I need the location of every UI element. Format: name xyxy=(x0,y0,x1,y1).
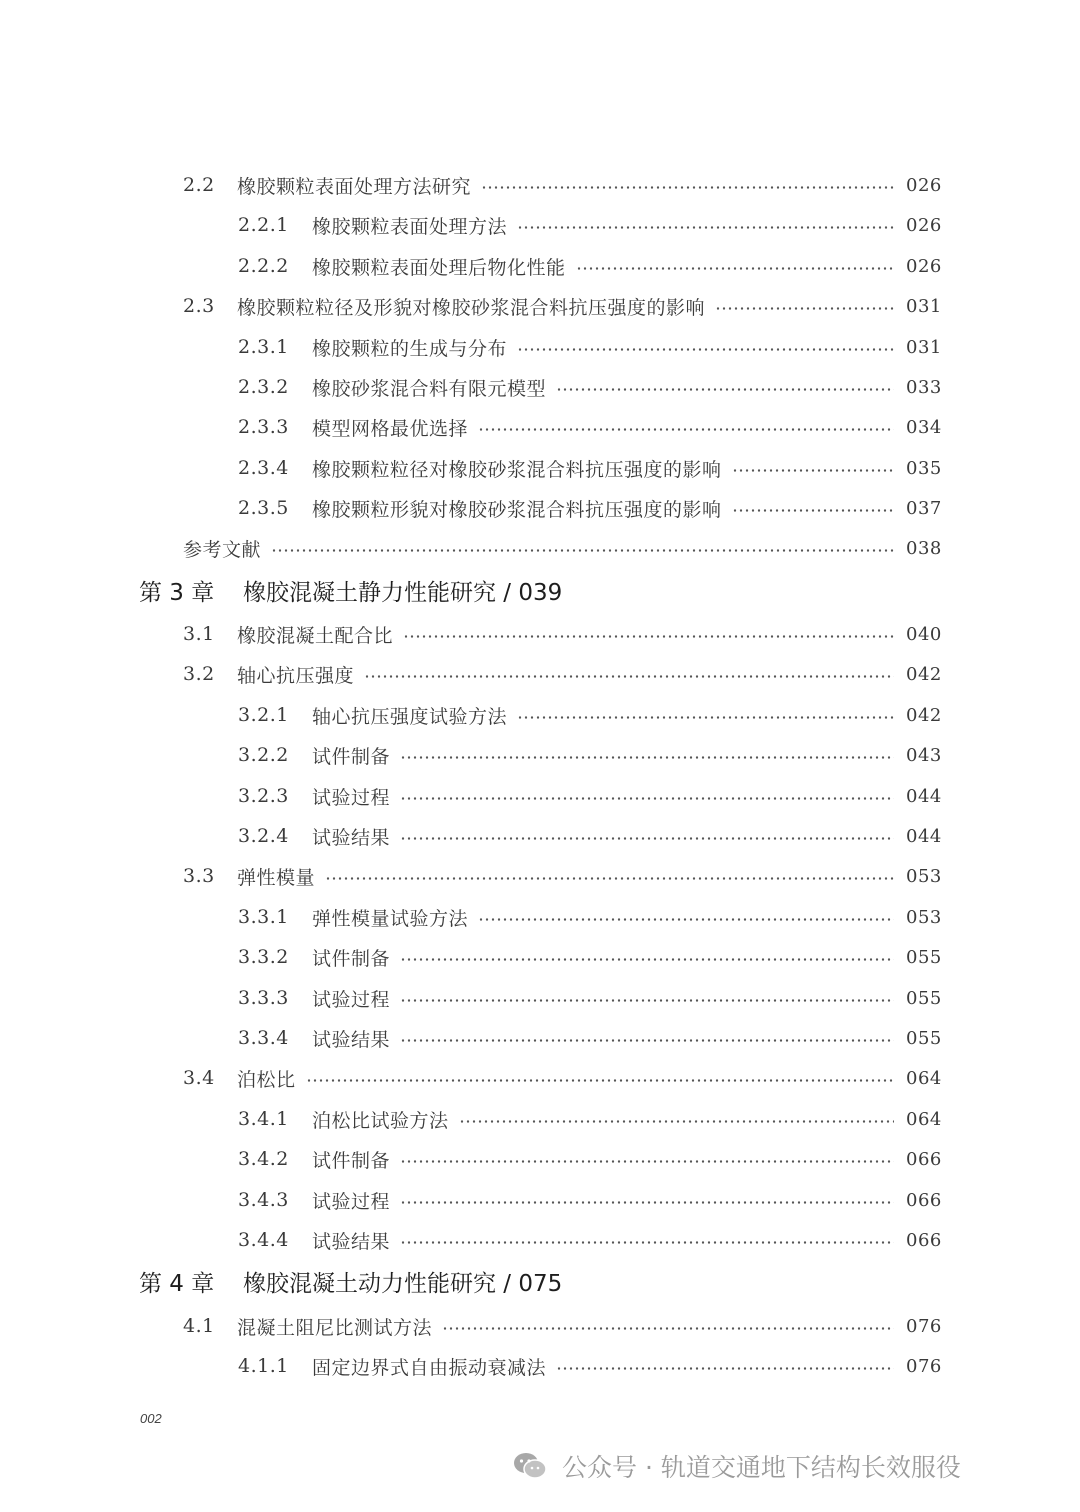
toc-entry-page: 037 xyxy=(906,497,942,519)
chapter-number: 第 3 章 xyxy=(139,579,215,606)
toc-entry-page: 055 xyxy=(906,1027,942,1049)
toc-subsection-entry[interactable] xyxy=(0,942,1080,972)
dot-leader xyxy=(325,877,894,880)
toc-section-entry[interactable] xyxy=(0,861,1080,891)
toc-subsection-entry[interactable] xyxy=(0,372,1080,402)
toc-entry-page: 026 xyxy=(906,255,942,277)
wechat-icon xyxy=(512,1451,548,1481)
toc-entry-title: 橡胶砂浆混合料有限元模型 xyxy=(312,377,547,400)
toc-entry-page: 044 xyxy=(906,785,942,807)
toc-entry-page: 053 xyxy=(906,865,942,887)
toc-entry-page: 064 xyxy=(906,1108,942,1130)
toc-entry-page: 053 xyxy=(906,906,942,928)
toc-entry-page: 040 xyxy=(906,623,942,645)
toc-subsection-entry[interactable] xyxy=(0,1185,1080,1215)
toc-entry-number: 3.1 xyxy=(183,623,215,645)
dot-leader xyxy=(732,509,894,512)
toc-entry-number: 3.2.2 xyxy=(238,744,289,766)
toc-subsection-entry[interactable] xyxy=(0,821,1080,851)
toc-entry-number: 2.2 xyxy=(183,174,215,196)
toc-entry-title: 试验结果 xyxy=(312,826,391,849)
watermark xyxy=(512,1446,961,1486)
toc-entry-page: 055 xyxy=(906,946,942,968)
toc-entry-number: 2.3.2 xyxy=(238,376,289,398)
toc-section-entry[interactable] xyxy=(0,619,1080,649)
dot-leader xyxy=(517,716,894,719)
toc-subsection-entry[interactable] xyxy=(0,983,1080,1013)
toc-entry-page: 066 xyxy=(906,1189,942,1211)
toc-entry-number: 3.2.4 xyxy=(238,825,289,847)
dot-leader xyxy=(732,469,894,472)
toc-entry-number: 3.3.1 xyxy=(238,906,289,928)
toc-entry-number: 3.3.2 xyxy=(238,946,289,968)
toc-entry-number: 3.2.1 xyxy=(238,704,289,726)
toc-entry-title: 橡胶颗粒粒径及形貌对橡胶砂浆混合料抗压强度的影响 xyxy=(237,296,706,319)
toc-entry-number: 2.3.1 xyxy=(238,336,289,358)
toc-subsection-entry[interactable] xyxy=(0,740,1080,770)
toc-entry-number: 3.3.4 xyxy=(238,1027,289,1049)
toc-subsection-entry[interactable] xyxy=(0,1144,1080,1174)
toc-entry-number: 2.3.4 xyxy=(238,457,289,479)
toc-entry-title: 模型网格最优选择 xyxy=(312,417,469,440)
toc-entry-page: 076 xyxy=(906,1315,942,1337)
dot-leader xyxy=(403,635,894,638)
toc-subsection-entry[interactable] xyxy=(0,210,1080,240)
toc-entry-page: 055 xyxy=(906,987,942,1009)
toc-entry-page: 031 xyxy=(906,336,942,358)
dot-leader xyxy=(400,999,894,1002)
toc-entry-title: 混凝土阻尼比测试方法 xyxy=(237,1316,433,1339)
toc-entry-page: 042 xyxy=(906,704,942,726)
dot-leader xyxy=(715,307,894,310)
toc-entry-number: 2.3.5 xyxy=(238,497,289,519)
chapter-title: 橡胶混凝土动力性能研究 / 075 xyxy=(243,1270,563,1297)
dot-leader xyxy=(576,267,894,270)
toc-entry-title: 固定边界式自由振动衰减法 xyxy=(312,1356,547,1379)
toc-entry-title: 试验结果 xyxy=(312,1230,391,1253)
toc-subsection-entry[interactable] xyxy=(0,700,1080,730)
toc-entry-number: 3.4.3 xyxy=(238,1189,289,1211)
toc-entry-title: 弹性模量试验方法 xyxy=(312,907,469,930)
toc-entry-number: 2.2.2 xyxy=(238,255,289,277)
toc-entry-page: 035 xyxy=(906,457,942,479)
toc-entry-title: 参考文献 xyxy=(183,538,262,561)
toc-entry-page: 038 xyxy=(906,537,942,559)
toc-entry-number: 3.3 xyxy=(183,865,215,887)
toc-subsection-entry[interactable] xyxy=(0,902,1080,932)
toc-entry-title: 弹性模量 xyxy=(237,866,316,889)
dot-leader xyxy=(400,1160,894,1163)
toc-entry-title: 试验结果 xyxy=(312,1028,391,1051)
toc-entry-title: 试件制备 xyxy=(312,745,391,768)
watermark-text: 公众号 · 轨道交通地下结构长效服役 xyxy=(562,1453,961,1482)
dot-leader xyxy=(556,388,894,391)
toc-entry-title: 橡胶颗粒的生成与分布 xyxy=(312,337,508,360)
toc-entry-page: 033 xyxy=(906,376,942,398)
toc-entry-page: 026 xyxy=(906,174,942,196)
toc-entry-number: 2.2.1 xyxy=(238,214,289,236)
toc-entry-page: 066 xyxy=(906,1148,942,1170)
toc-entry-title: 泊松比 xyxy=(237,1068,296,1091)
toc-entry-page: 031 xyxy=(906,295,942,317)
toc-references-entry[interactable] xyxy=(0,533,1080,563)
dot-leader xyxy=(478,428,894,431)
dot-leader xyxy=(306,1079,894,1082)
toc-entry-title: 橡胶颗粒表面处理后物化性能 xyxy=(312,256,566,279)
dot-leader xyxy=(478,918,894,921)
dot-leader xyxy=(400,797,894,800)
dot-leader xyxy=(517,226,894,229)
toc-section-entry[interactable] xyxy=(0,1063,1080,1093)
toc-entry-number: 4.1 xyxy=(183,1315,215,1337)
toc-entry-page: 066 xyxy=(906,1229,942,1251)
toc-entry-title: 试验过程 xyxy=(312,786,391,809)
toc-subsection-entry[interactable] xyxy=(0,453,1080,483)
toc-entry-title: 试验过程 xyxy=(312,1190,391,1213)
dot-leader xyxy=(481,186,894,189)
toc-entry-number: 2.3 xyxy=(183,295,215,317)
toc-subsection-entry[interactable] xyxy=(0,1351,1080,1381)
toc-entry-number: 3.4 xyxy=(183,1067,215,1089)
toc-section-entry[interactable] xyxy=(0,291,1080,321)
toc-entry-title: 橡胶混凝土配合比 xyxy=(237,624,394,647)
dot-leader xyxy=(517,348,894,351)
toc-section-entry[interactable] xyxy=(0,170,1080,200)
toc-entry-page: 026 xyxy=(906,214,942,236)
dot-leader xyxy=(400,756,894,759)
dot-leader xyxy=(556,1367,894,1370)
toc-entry-number: 3.3.3 xyxy=(238,987,289,1009)
chapter-number: 第 4 章 xyxy=(139,1270,215,1297)
toc-entry-number: 3.2.3 xyxy=(238,785,289,807)
toc-entry-title: 橡胶颗粒形貌对橡胶砂浆混合料抗压强度的影响 xyxy=(312,498,722,521)
chapter-title: 橡胶混凝土静力性能研究 / 039 xyxy=(243,579,563,606)
toc-entry-number: 3.2 xyxy=(183,663,215,685)
toc-subsection-entry[interactable] xyxy=(0,251,1080,281)
toc-section-entry[interactable] xyxy=(0,1311,1080,1341)
toc-entry-title: 试件制备 xyxy=(312,947,391,970)
toc-subsection-entry[interactable] xyxy=(0,781,1080,811)
toc-entry-title: 橡胶颗粒粒径对橡胶砂浆混合料抗压强度的影响 xyxy=(312,458,722,481)
page-number: 002 xyxy=(140,1411,162,1426)
toc-entry-title: 轴心抗压强度试验方法 xyxy=(312,705,508,728)
toc-subsection-entry[interactable] xyxy=(0,1225,1080,1255)
toc-entry-page: 034 xyxy=(906,416,942,438)
toc-subsection-entry[interactable] xyxy=(0,332,1080,362)
toc-entry-title: 泊松比试验方法 xyxy=(312,1109,449,1132)
dot-leader xyxy=(400,1039,894,1042)
toc-subsection-entry[interactable] xyxy=(0,1023,1080,1053)
toc-entry-page: 064 xyxy=(906,1067,942,1089)
dot-leader xyxy=(400,1201,894,1204)
toc-entry-page: 043 xyxy=(906,744,942,766)
dot-leader xyxy=(271,549,894,552)
toc-entry-number: 3.4.1 xyxy=(238,1108,289,1130)
toc-entry-number: 3.4.4 xyxy=(238,1229,289,1251)
toc-entry-page: 044 xyxy=(906,825,942,847)
toc-entry-title: 试件制备 xyxy=(312,1149,391,1172)
toc-entry-number: 2.3.3 xyxy=(238,416,289,438)
toc-entry-title: 轴心抗压强度 xyxy=(237,664,355,687)
chapter-heading xyxy=(139,572,562,608)
dot-leader xyxy=(400,837,894,840)
toc-entry-number: 4.1.1 xyxy=(238,1355,289,1377)
toc-entry-title: 试验过程 xyxy=(312,988,391,1011)
dot-leader xyxy=(400,958,894,961)
toc-entry-page: 076 xyxy=(906,1355,942,1377)
toc-section-entry[interactable] xyxy=(0,659,1080,689)
dot-leader xyxy=(459,1120,894,1123)
toc-subsection-entry[interactable] xyxy=(0,1104,1080,1134)
dot-leader xyxy=(400,1241,894,1244)
chapter-heading xyxy=(139,1263,562,1299)
dot-leader xyxy=(364,675,894,678)
toc-subsection-entry[interactable] xyxy=(0,412,1080,442)
toc-entry-title: 橡胶颗粒表面处理方法研究 xyxy=(237,175,472,198)
toc-subsection-entry[interactable] xyxy=(0,493,1080,523)
dot-leader xyxy=(442,1327,894,1330)
toc-entry-title: 橡胶颗粒表面处理方法 xyxy=(312,215,508,238)
toc-entry-page: 042 xyxy=(906,663,942,685)
toc-entry-number: 3.4.2 xyxy=(238,1148,289,1170)
